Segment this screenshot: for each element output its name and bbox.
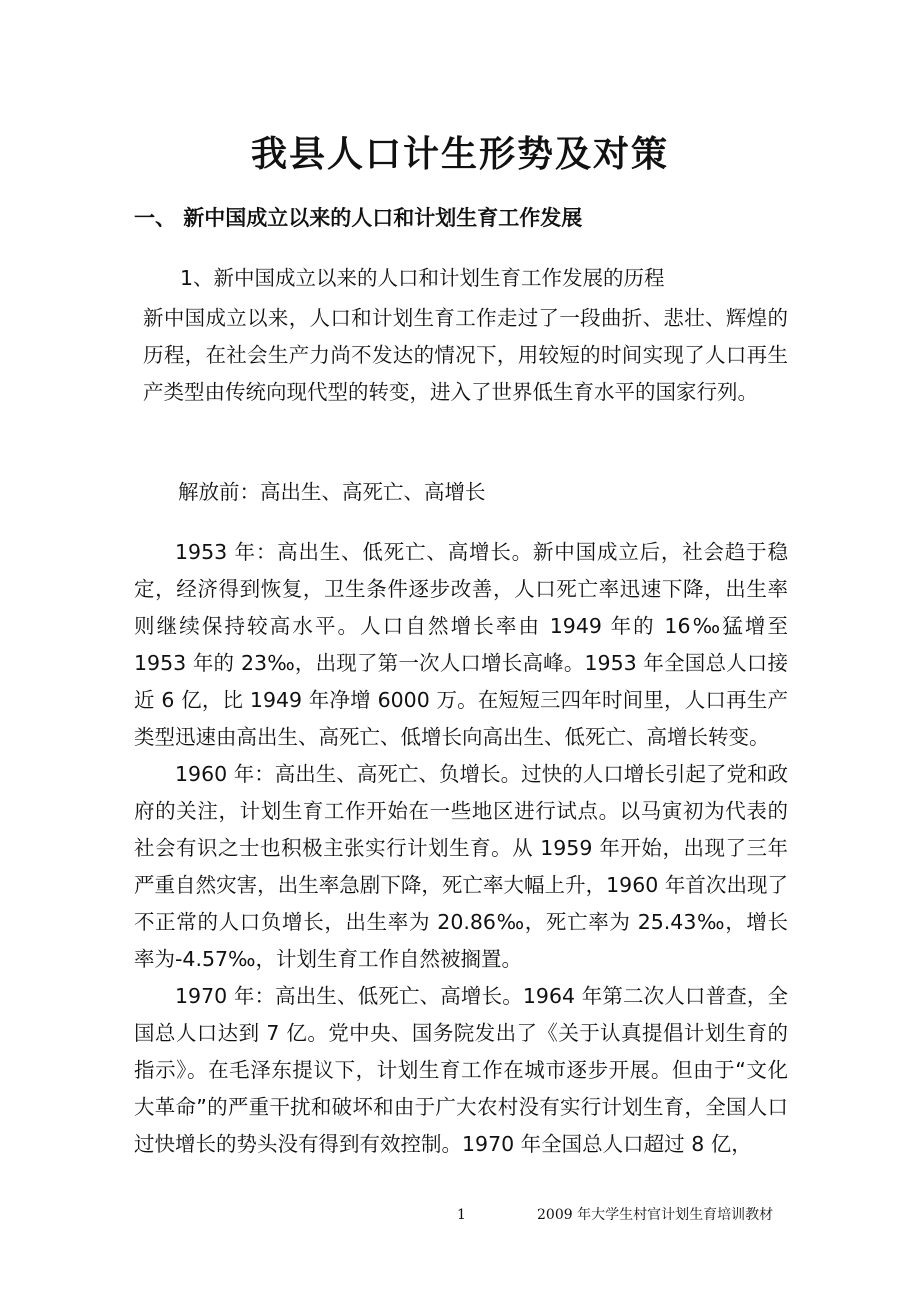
footer-text: 2009 年大学生村官计划生育培训教材 <box>537 1207 774 1223</box>
document-title: 我县人口计生形势及对策 <box>250 133 669 175</box>
page-number: 1 <box>457 1207 466 1223</box>
subsection-heading: 1、新中国成立以来的人口和计划生育工作发展的历程 <box>180 266 665 290</box>
paragraph-1960: 1960 年：高出生、高死亡、负增长。过快的人口增长引起了党和政府的关注，计划生育工作开始在一些地区进行试点。以马寅初为代表的社会有识之士也积极主张实行计划生育。从 1959 年开始，出现了三年严重自然灾害，出生率急剧下降，死亡率大幅上升，1960 年首次出现了不正常的人口负增长，出生率为 20.86‰，死亡率为 25.43‰，增长率为-4.57‰，计划生育工作自然被搁置。 <box>134 762 788 971</box>
pre-liberation-line: 解放前：高出生、高死亡、高增长 <box>178 480 486 504</box>
paragraph-1970: 1970 年：高出生、低死亡、高增长。1964 年第二次人口普查，全国总人口达到 7 亿。党中央、国务院发出了《关于认真提倡计划生育的指示》。在毛泽东提议下，计划生育工作在城市逐步开展。但由于“文化大革命”的严重干扰和破坏和由于广大农村没有实行计划生育，全国人口过快增长的势头没有得到有效控制。1970 年全国总人口超过 8 亿， <box>134 984 788 1156</box>
section-heading: 一、 新中国成立以来的人口和计划生育工作发展 <box>134 206 583 230</box>
intro-paragraph: 新中国成立以来，人口和计划生育工作走过了一段曲折、悲壮、辉煌的历程，在社会生产力尚不发达的情况下，用较短的时间实现了人口再生产类型由传统向现代型的转变，进入了世界低生育水平的国家行列。 <box>143 306 788 404</box>
paragraph-1953: 1953 年：高出生、低死亡、高增长。新中国成立后，社会趋于稳定，经济得到恢复，卫生条件逐步改善，人口死亡率迅速下降，出生率则继续保持较高水平。人口自然增长率由 1949 年的 16‰猛增至 1953 年的 23‰，出现了第一次人口增长高峰。1953 年全国总人口接近 6 亿，比 1949 年净增 6000 万。在短短三四年时间里，人口再生产类型迅速由高出生、高死亡、低增长向高出生、低死亡、高增长转变。 <box>134 540 788 749</box>
